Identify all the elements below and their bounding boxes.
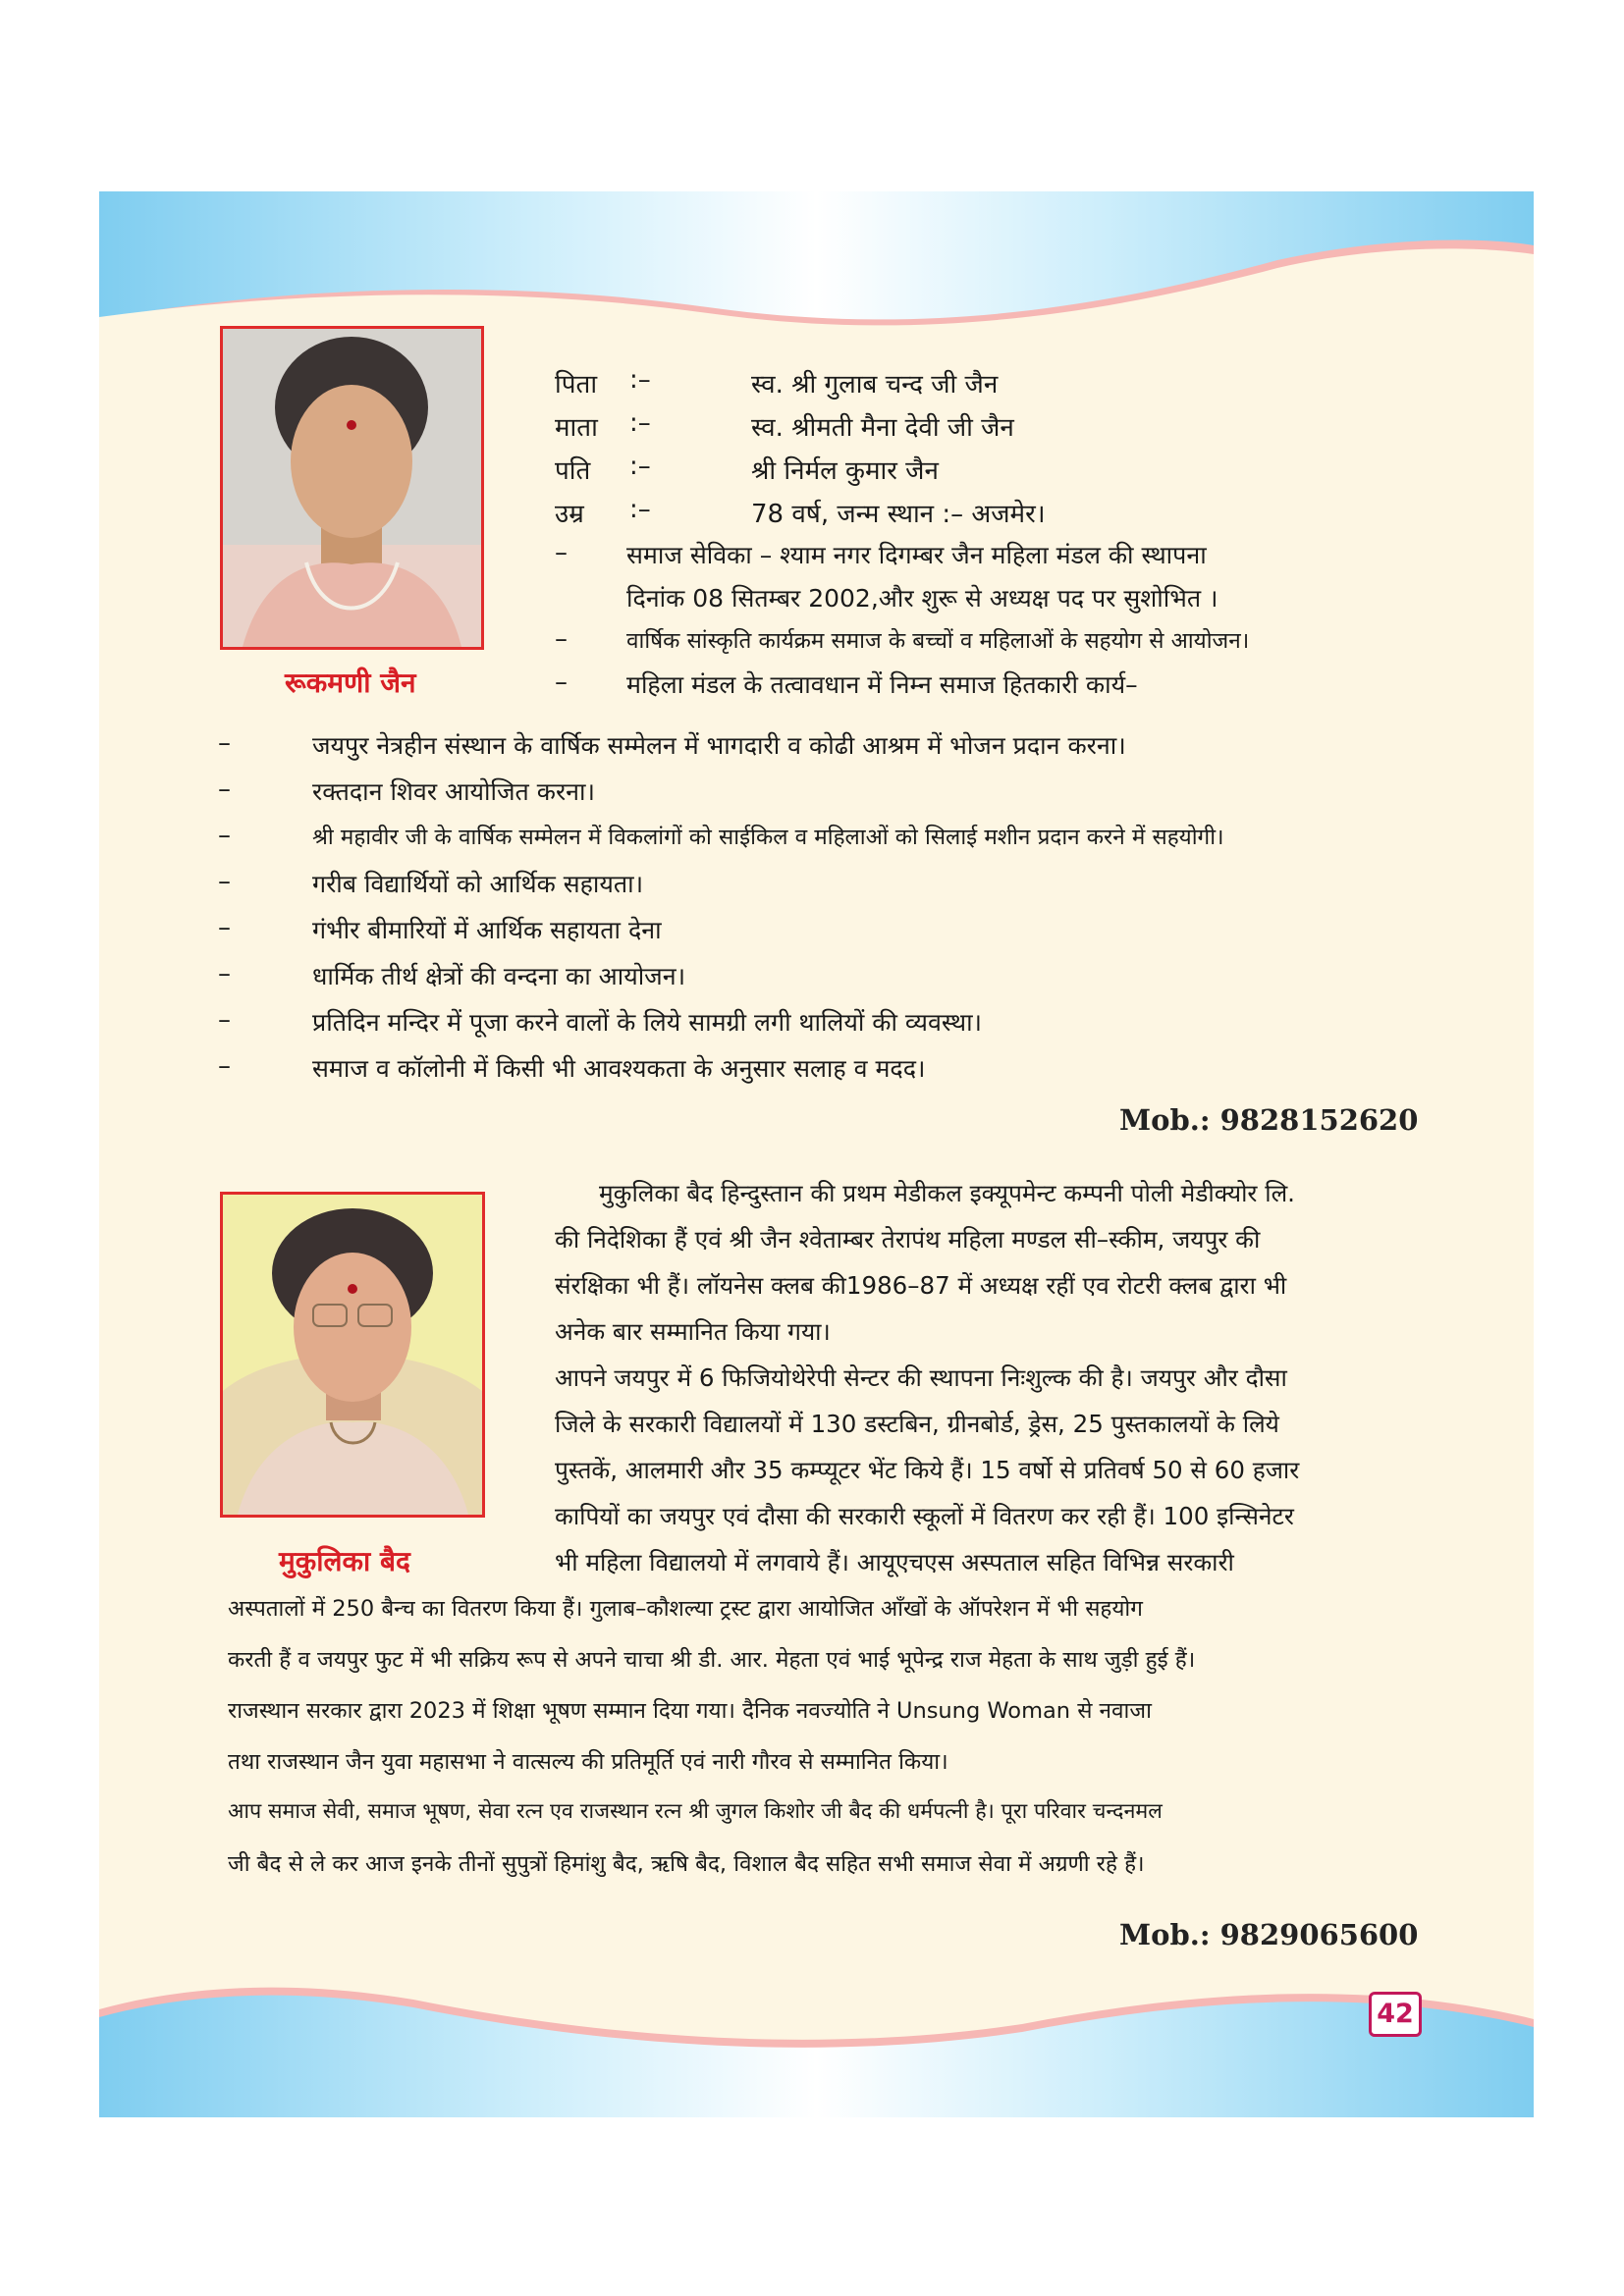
field-label: पति [555, 456, 591, 486]
bio-line: जी बैद से ले कर आज इनके तीनों सुपुत्रों हिमांशु बैद, ऋषि बैद, विशाल बैद सहित सभी समाज सेवा में अग्रणी रहे हैं। [228, 1851, 1145, 1877]
bullet-dash: – [218, 728, 231, 758]
mobile-number-mukulika: Mob.: 9829065600 [1119, 1918, 1419, 1951]
field-separator: :– [629, 495, 651, 524]
note-line: वार्षिक सांस्कृति कार्यक्रम समाज के बच्चों व महिलाओं के सहयोग से आयोजन। [626, 628, 1250, 654]
activity-item: गरीब विद्यार्थियों को आर्थिक सहायता। [312, 870, 644, 898]
activity-item: प्रतिदिन मन्दिर में पूजा करने वालों के लिये सामग्री लगी थालियों की व्यवस्था। [312, 1008, 983, 1037]
bio-line: भी महिला विद्यालयो में लगवाये हैं। आयूएचएस अस्पताल सहित विभिन्न सरकारी [555, 1548, 1234, 1576]
bio-line: पुस्तकें, आलमारी और 35 कम्प्यूटर भेंट किये हैं। 15 वर्षो से प्रतिवर्ष 50 से 60 हजार [555, 1456, 1300, 1484]
note-line: समाज सेविका – श्याम नगर दिगम्बर जैन महिला मंडल की स्थापना [626, 541, 1207, 569]
caption-mukulika-baid: मुकुलिका बैद [279, 1545, 410, 1577]
bullet-dash: – [218, 867, 231, 896]
note-line: महिला मंडल के तत्वावधान में निम्न समाज हितकारी कार्य– [626, 670, 1138, 699]
bio-line: अस्पतालों में 250 बैन्च का वितरण किया हैं। गुलाब–कौशल्या ट्रस्ट द्वारा आयोजित आँखों के ऑपरेशन में भी सहयोग [228, 1596, 1143, 1622]
bullet-dash: – [218, 774, 231, 804]
field-value: 78 वर्ष, जन्म स्थान :– अजमेर। [751, 500, 1046, 529]
activity-item: गंभीर बीमारियों में आर्थिक सहायता देना [312, 916, 662, 944]
activity-item: धार्मिक तीर्थ क्षेत्रों की वन्दना का आयोजन। [312, 962, 686, 990]
caption-rukmani-jain: रूकमणी जैन [285, 667, 416, 699]
bio-line: आपने जयपुर में 6 फिजियोथेरेपी सेन्टर की स्थापना निःशुल्क की है। जयपुर और दौसा [555, 1363, 1287, 1392]
field-separator: :– [629, 365, 651, 395]
field-value: स्व. श्रीमती मैना देवी जी जैन [751, 413, 1014, 443]
bullet-dash: – [218, 1051, 231, 1081]
field-label: माता [555, 413, 598, 443]
field-value: श्री निर्मल कुमार जैन [751, 456, 939, 486]
field-label: उम्र [555, 500, 584, 529]
bio-line: मुकुलिका बैद हिन्दुस्तान की प्रथम मेडीकल इक्यूपमेन्ट कम्पनी पोली मेडीक्योर लि. [599, 1179, 1295, 1207]
activity-item: रक्तदान शिवर आयोजित करना। [312, 777, 595, 806]
photo-mukulika-baid [220, 1192, 485, 1518]
field-value: स्व. श्री गुलाब चन्द जी जैन [751, 370, 999, 400]
activity-item: जयपुर नेत्रहीन संस्थान के वार्षिक सम्मेलन में भागदारी व कोढी आश्रम में भोजन प्रदान करना। [312, 731, 1126, 760]
field-separator: :– [629, 452, 651, 481]
field-label: पिता [555, 370, 598, 400]
mobile-number-rukmani: Mob.: 9828152620 [1119, 1103, 1419, 1137]
bio-line: तथा राजस्थान जैन युवा महासभा ने वात्सल्य की प्रतिमूर्ति एवं नारी गौरव से सम्मानित किया। [228, 1749, 948, 1775]
note-line: दिनांक 08 सितम्बर 2002,और शुरू से अध्यक्ष पद पर सुशोभित । [626, 584, 1218, 613]
bullet-dash: – [218, 821, 231, 850]
bio-line: आप समाज सेवी, समाज भूषण, सेवा रत्न एव राजस्थान रत्न श्री जुगल किशोर जी बैद की धर्मपत्नी है। पूरा परिवार चन्दनमल [228, 1799, 1163, 1824]
bio-line: करती हैं व जयपुर फुट में भी सक्रिय रूप से अपने चाचा श्री डी. आर. मेहता एवं भाई भूपेन्द्र राज मेहता के साथ जुड़ी हुई हैं। [228, 1647, 1196, 1673]
bio-line: की निदेशिका हैं एवं श्री जैन श्वेताम्बर तेरापंथ महिला मण्डल सी–स्कीम, जयपुर की [555, 1225, 1261, 1254]
bio-line: संरक्षिका भी हैं। लॉयनेस क्लब की1986–87 में अध्यक्ष रहीं एव रोटरी क्लब द्वारा भी [555, 1271, 1287, 1300]
bullet-dash: – [218, 913, 231, 942]
bio-line: जिले के सरकारी विद्यालयों में 130 डस्टबिन, ग्रीनबोर्ड, ड्रेस, 25 पुस्तकालयों के लिये [555, 1410, 1279, 1438]
bullet-dash: – [555, 624, 568, 654]
bio-line: राजस्थान सरकार द्वारा 2023 में शिक्षा भूषण सम्मान दिया गया। दैनिक नवज्योति ने Unsung Woman से नवाजा [228, 1698, 1152, 1724]
bullet-dash: – [555, 538, 568, 567]
activity-item: समाज व कॉलोनी में किसी भी आवश्यकता के अनुसार सलाह व मदद। [312, 1054, 926, 1083]
activity-item: श्री महावीर जी के वार्षिक सम्मेलन में विकलांगों को साईकिल व महिलाओं को सिलाई मशीन प्रदान करने में सहयोगी। [312, 825, 1224, 850]
bio-line: कापियों का जयपुर एवं दौसा की सरकारी स्कूलों में वितरण कर रही हैं। 100 इन्सिनेटर [555, 1502, 1294, 1530]
page-number: 42 [1369, 1992, 1422, 2037]
bullet-dash: – [218, 1005, 231, 1035]
bio-line: अनेक बार सम्मानित किया गया। [555, 1317, 831, 1346]
bullet-dash: – [555, 667, 568, 697]
field-separator: :– [629, 408, 651, 438]
photo-rukmani-jain [220, 326, 484, 650]
bullet-dash: – [218, 959, 231, 988]
